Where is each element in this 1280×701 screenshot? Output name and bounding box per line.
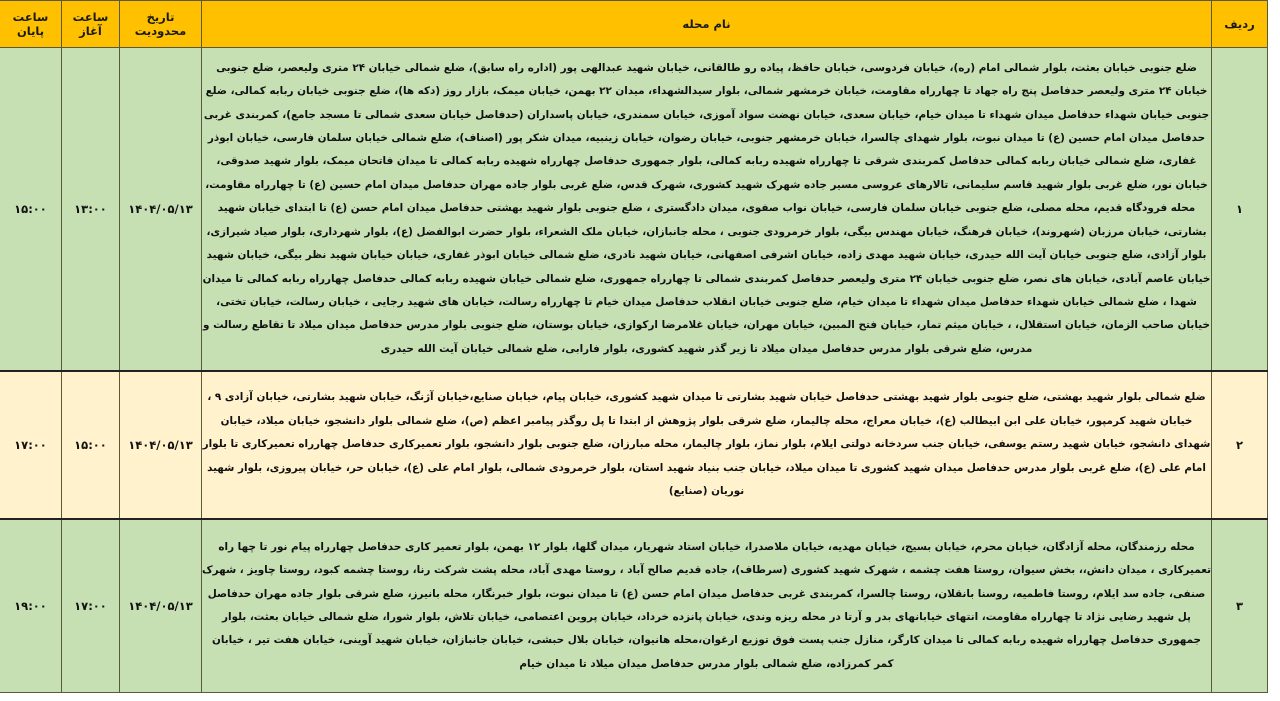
area-list: ضلع شمالی بلوار شهید بهشتی، ضلع جنوبی بلوار شهید بهشتی حدفاصل خیابان شهید بشارتی تا میدان شهید کشوری، خیابان پیام، خیابان صنایع،خیابان آژنگ، خیابان شهید بشارتی، خیابان آزادی ۹ ، خیابان شهید کرمپور، خیابان علی ابن ابیطالب (ع)، خیابان معراج، محله چالیمار، ضلع شرقی بلوار پژوهش از ابتدا تا پل روگذر پیامبر اعظم (ص)، ضلع شمالی بلوار دانشجو، خیابان میلاد، خیابان شهدای دانشجو، خیابان شهید رستم یوسفی، خیابان جنب سردخانه دولتی ایلام، بلوار نماز، بلوار چالیمار، محله مبارزان، ضلع جنوبی بلوار دانشجو، بلوار تعمیرکاری حدفاصل چهارراه تعمیرکاری تا بلوار امام علی (ع)، ضلع غربی بلوار مدرس حدفاصل میدان شهید کشوری تا میدان میلاد، خیابان جنب بنیاد شهید استان، بلوار خرمرودی شمالی، بلوار امام علی (ع)، خیابان حر، خیابان پیروزی، بلوار شهید نوریان (صنایع) [202,371,1212,519]
table-row [0,371,1268,519]
end-time: ۱۷:۰۰ [0,371,62,519]
start-time: ۱۵:۰۰ [62,371,120,519]
outage-date: ۱۴۰۴/۰۵/۱۳ [120,48,202,372]
header-row [0,1,1268,48]
end-time: ۱۵:۰۰ [0,48,62,372]
row-number: ۱ [1212,48,1268,372]
table-row [0,48,1268,372]
outage-date: ۱۴۰۴/۰۵/۱۳ [120,371,202,519]
area-list: محله رزمندگان، محله آزادگان، خیابان محرم، خیابان بسیج، خیابان مهدیه، خیابان ملاصدرا، خیابان استاد شهریار، میدان گلها، بلوار ۱۲ بهمن، بلوار تعمیر کاری حدفاصل چهارراه پیام نور تا چها راه تعمیرکاری ، میدان دانش،، بخش سیوان، روستا هفت چشمه ، شهرک شهید کشوری (سرطاف)، جاده قدیم صالح آباد ، روستا مهدی آباد، محله پشت شرکت رنا، روستا چشمه کبود، روستا چاویز ، شهرک صنفی، جاده سد ایلام، روستا فاطمیه، روسنا بانقلان، روستا چالسرا، کمربندی غربی حدفاصل میدان امام حسن (ع) تا میدان نبوت، بلوار خبرنگار، محله بانیرز، ضلع شرقی بلوار جاده مهران حدفاصل پل شهید رضایی نژاد تا چهارراه مقاومت، انتهای خیابانهای بدر و آرتا در محله ریزه وندی، خیابان پانزده خرداد، خیابان پروین اعتصامی، خیابان تلاش، بلوار شورا، ضلع شمالی خیابان بعثت، بلوار جمهوری حدفاصل چهارراه شهیده ربابه کمالی تا میدان کارگر، منازل جنب پست فوق توزیع ارغوان،محله هانیوان، خیابان بلال حبشی، خیابان جانبازان، خیابان شهید آوینی، خیابان هفت تیر ، خیابان کمر کمرزاده، ضلع شمالی بلوار مدرس حدفاصل میدان میلاد تا میدان خیام [202,519,1212,693]
area-list: ضلع جنوبی خیابان بعثت، بلوار شمالی امام (ره)، خیابان فردوسی، خیابان حافظ، پیاده رو طالقانی، خیابان شهید عبدالهی پور (اداره راه سابق)، ضلع شمالی خیابان ۲۴ متری ولیعصر، ضلع جنوبی خیابان ۲۴ متری ولیعصر حدفاصل پنج راه جهاد تا چهارراه مقاومت، خیابان خرمشهر شمالی، بلوار سیدالشهداء، میدان ۲۲ بهمن، خیابان میمک، بازار روز (دکه ها)، ضلع جنوبی خیابان ربابه کمالی، ضلع جنوبی خیابان شهداء حدفاصل میدان شهداء تا میدان خیام، خیابان سعدی، خیابان نهضت سواد آموزی، خیابان سمندری، خیابان پاسداران (حدفاصل خیابان سعدی شمالی تا مسجد جامع)، کمربندی غربی حدفاصل میدان امام حسین (ع) تا میدان نبوت، بلوار شهدای چالسرا، خیابان خرمشهر جنوبی، خیابان رضوان، خیابان زینبیه، میدان شکر پور (اصناف)، ضلع شمالی خیابان سلمان فارسی، خیابان ابوذر غفاری، ضلع شمالی خیابان ربابه کمالی حدفاصل کمربندی شرقی تا چهارراه شهیده ربابه کمالی، بلوار جمهوری حدفاصل چهارراه شهیده ربابه کمالی تا میدان فاتحان میمک، بلوار شهید صدوقی، خیابان نور، ضلع غربی بلوار شهید قاسم سلیمانی، تالارهای عروسی مسیر جاده شهرک شهید کشوری، شهرک قدس، ضلع غربی بلوار جاده مهران حدفاصل میدان امام حسین (ع) تا چهارراه مقاومت، محله فرودگاه قدیم، محله مصلی، ضلع جنوبی خیابان سلمان فارسی، خیابان نواب صفوی، میدان دادگستری ، ضلع جنوبی بلوار شهید بهشتی حدفاصل میدان امام حسن (ع) تا ابتدای خیابان شهید بشارتی، خیابان مرزبان (شهروند)، خیابان فرهنگ، خیابان مهندس بیگی، بلوار خرمرودی جنوبی ، محله جانبازان، خیابان ملک الشعراء، بلوار حضرت ابوالفضل (ع)، بلوار شهرداری، بلوار صیاد شیرازی، بلوار آزادی، ضلع جنوبی خیابان آیت الله حیدری، خیابان شهید مهدی زاده، خیابان اشرفی اصفهانی، خیابان شهید نادری، ضلع شمالی خیابان ابوذر غفاری، خیابان خیابان شهید نظر بیگی، خیابان شهید خیابان عاصم آبادی، خیابان های نصر، ضلع جنوبی خیابان ۲۴ متری ولیعصر حدفاصل کمربندی شمالی تا چهارراه جمهوری، ضلع شمالی خیابان شهیده ربابه کمالی حدفاصل چهارراه ربابه کمالی تا میدان شهدا ، ضلع شمالی خیابان شهداء حدفاصل میدان شهداء تا میدان خیام، ضلع جنوبی خیابان انقلاب حدفاصل میدان خیام تا چهارراه رسالت، خیابان های شهید رجایی ، خیابان رسالت، خیابان تختی، خیابان صاحب الزمان، خیابان استقلال، ، خیابان میثم تمار، خیابان فتح المبین، خیابان مهران، خیابان غلامرضا ارکوازی، خیابان بوستان، ضلع جنوبی بلوار مدرس حدفاصل میدان میلاد تا تقاطع رسالت و مدرس، ضلع شرقی بلوار مدرس حدفاصل میدان میلاد تا زیر گذر شهید کشوری، بلوار فارابی، ضلع شمالی خیابان آیت الله حیدری [202,48,1212,372]
row-number: ۳ [1212,519,1268,693]
start-time: ۱۳:۰۰ [62,48,120,372]
header-date: تاریخ محدودیت [120,1,202,48]
row-number: ۲ [1212,371,1268,519]
start-time: ۱۷:۰۰ [62,519,120,693]
table-row [0,519,1268,693]
header-area-name: نام محله [202,1,1212,48]
header-end-time: ساعت پایان [0,1,62,48]
header-start-time: ساعت آغاز [62,1,120,48]
end-time: ۱۹:۰۰ [0,519,62,693]
outage-schedule-sheet [2,0,1268,694]
outage-date: ۱۴۰۴/۰۵/۱۳ [120,519,202,693]
header-row-number: ردیف [1212,1,1268,48]
